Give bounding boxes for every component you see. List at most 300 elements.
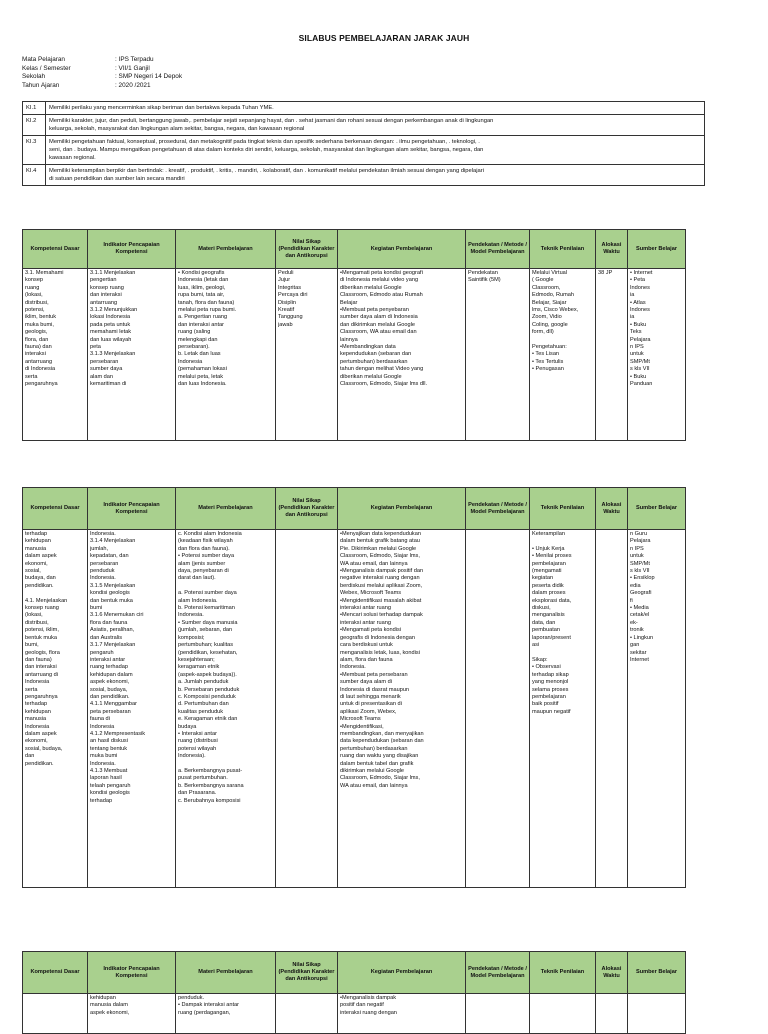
text-line: 3.1.4 Menjelaskan [90,538,136,545]
column-header-kd: Kompetensi Dasar [23,952,88,994]
text-line: Memiliki keterampilan berpikir dan bertindak: . kreatif, . produktif, . kritis, . mandiri, . kolaboratif, dan . komunikatif melalui pendekatan ilmiah sesuai dengan yang dipelajari [49,168,484,174]
text-line: SMP/Mt [630,358,650,365]
cell-kegiatan [338,994,466,1034]
column-header-kegiatan: Kegiatan Pembelajaran [338,488,466,530]
text-line: geologis, flora [25,649,60,656]
text-line: potensi, [25,307,45,314]
text-line: serta [25,373,38,380]
text-line: • Sumber daya manusia [178,619,238,626]
text-line: untuk di presentasikan di [340,701,402,708]
text-line: Classroom, Edmodo, Siajar lms, [340,553,420,560]
cell-alokasi [596,994,628,1034]
text-line: ruang (saling [178,329,211,336]
text-line: distribusi, [25,299,49,306]
text-line: n Guru [630,531,648,537]
text-line: menganalisis letak, luas, kondisi [340,649,420,656]
text-line: selama proses [532,686,569,693]
text-line: geologis, [25,329,48,336]
text-line: serta [25,686,38,693]
text-line: kehidupan [25,708,51,715]
cell-nilai-sikap [276,530,338,888]
text-line: 38 JP [598,270,613,276]
cell-materi [176,269,276,441]
text-line: edia [630,582,641,589]
text-line: peta [90,344,101,351]
text-line: • Media [630,605,649,612]
ki-row [23,136,705,165]
text-line: dalam proses [532,590,566,597]
text-line: dalam bentuk tabel dan grafik [340,760,414,767]
column-header-sumber: Sumber Belajar [628,952,686,994]
text-line: jumlah, [90,545,109,552]
text-line: terhadap [25,701,48,708]
text-line: Memiliki karakter, jujur, dan peduli, bertanggung jawab,. pembelajar sejati sepanjang hayat, dan . sehat jasmani dan rohani sesuai dengan perkembangan anak di lingkungan [49,118,494,124]
column-header-indikator: Indikator Pencapaian Kompetensi [88,230,176,269]
text-line: •Membandingkan data [340,344,396,351]
text-line: n IPS [630,545,644,552]
text-line: b. Letak dan luas [178,351,221,358]
text-line: •Mengamati peta kondisi [340,627,402,634]
text-line: form, dll) [532,329,554,336]
text-line: Indonesia [25,723,50,730]
text-line: sumber daya alam di Indonesia [340,314,418,321]
text-line: 3.1.6 Menemukan ciri [90,612,144,619]
text-line: Asiatis, peralihan, [90,627,135,634]
text-line: yang menonjol [532,679,569,686]
meta-row-school: Sekolah : SMP Negeri 14 Depok [22,73,183,81]
text-line: interaksi ruang dengan [340,1009,397,1016]
text-line: Microsoft Teams [340,716,381,723]
text-line: potensi wilayah [178,745,217,752]
text-line [178,583,273,590]
text-line: pembelajaran [532,560,566,567]
text-line: pertumbuhan) berdasarkan [340,358,408,365]
text-line: 3.1.1 Menjelaskan [90,270,136,276]
text-line: fauna di [90,716,110,723]
text-line: luas, iklim, geologi, [178,284,226,291]
text-line: 3.1.2 Menunjukkan [90,307,138,314]
table-header-row [23,952,686,994]
text-line: kehidupan [90,995,116,1001]
text-line: sekitar [630,649,647,656]
text-line: s kls VII [630,568,650,575]
text-line: 3.1.5 Menjelaskan [90,582,136,589]
text-line: Internet [630,656,649,663]
text-line: 4.1.3 Membuat [90,768,128,774]
text-line [178,761,273,768]
text-line: Edmodo, Rumah [532,292,574,299]
text-line: • Potensi sumber daya [178,553,235,560]
text-line: Integritas [278,284,302,291]
text-line: • Atlas [630,299,646,306]
text-line [532,538,593,545]
text-line: aspek ekonomi, [90,1009,130,1016]
text-line: Indones [630,307,650,314]
text-line: (keadaan fisik wilayah [178,538,233,545]
text-line: tahun dengan melihat Video yang [340,366,424,373]
text-line [25,590,85,597]
cell-sumber [628,994,686,1034]
text-line: pembuatan [532,627,560,634]
text-line: a. Berkembangnya pusat- [178,768,243,774]
cell-alokasi [596,269,628,441]
text-line: asi [532,642,540,649]
text-line: potensi, iklim, [25,627,59,634]
text-line: dan bentuk muka [90,597,133,604]
cell-teknik-penilaian [530,269,596,441]
text-line: kehidupan dalam [90,671,133,678]
text-line: Classroom, WA atau email dan [340,329,417,336]
text-line: sosial, budaya, [25,745,63,752]
text-line: 4.1. Menjelaskan [25,597,68,604]
cell-indikator [88,530,176,888]
text-line: muka bumi, [25,321,54,328]
text-line: ekonomi, [25,738,48,745]
text-line: data, dan [532,619,556,626]
text-line: Pengetahuan: [532,344,567,351]
text-line: alam Indonesia. [178,597,218,604]
text-line: Melalui Virtual [532,270,568,276]
text-line: interaksi antar ruang [340,619,391,626]
text-line: melalui peta, letak [178,373,224,380]
text-line: alam dan [90,373,114,380]
text-line: b. Berkembangnya sarana [178,782,244,789]
text-line: interaksi antar [90,656,126,663]
text-line: terhadap [25,531,48,537]
text-line: gan [630,642,640,649]
text-line: antarruang [90,299,118,306]
core-competency-table [22,101,705,186]
text-line: alam, flora dan fauna [340,656,393,663]
text-line: 4.1.2 Mempresentasik [90,730,146,737]
text-line: (mengamati [532,568,562,575]
ki-code: KI.1 [23,102,46,115]
text-line: • Menilai proses [532,553,572,560]
text-line: persebaran). [178,344,210,351]
table-row [23,269,686,441]
text-line: Indonesia. [90,760,116,767]
text-line: laporan hasil [90,775,122,782]
text-line: c. Berubahnya komposisi [178,797,241,804]
table-row [23,530,686,888]
text-line: iklim, bentuk [25,314,57,321]
text-line: Pendekatan [468,270,498,276]
cell-teknik-penilaian [530,530,596,888]
text-line: 3.1. Memahami [25,270,64,276]
text-line: Pie. Dikirimkan melalui Google [340,545,417,552]
text-line: dan Prasarana. [178,790,217,797]
text-line: dikirimkan melalui Google [340,768,405,774]
text-line: penduduk. [178,995,205,1001]
text-line: Indonesia. [340,664,366,671]
cell-kegiatan [338,530,466,888]
text-line: pengaruh [90,649,114,656]
text-line: pendidikan. [25,760,54,767]
text-line: dalam bentuk grafik batang atau [340,538,420,545]
cell-pendekatan [466,269,530,441]
text-line: kondisi geologis [90,790,130,797]
syllabus-table-1 [22,229,686,441]
cell-sumber [628,269,686,441]
text-line: darat dan laut). [178,575,216,582]
text-line [532,650,593,657]
text-line: • Unjuk Kerja [532,545,565,552]
text-line: Pelajara [630,538,651,545]
ki-code: KI.2 [23,115,46,136]
text-line: konsep ruang [25,605,59,612]
text-line: c. Kondisi alam Indonesia [178,531,242,537]
text-line: • Penugasan [532,366,564,373]
text-line: 4.1.1 Menggambar [90,701,137,708]
text-line: persebaran [90,560,119,567]
text-line: a. Jumlah penduduk [178,679,229,686]
text-line: jawab [278,321,293,328]
text-line: n IPS [630,344,644,351]
cell-sumber [628,530,686,888]
text-line: Indonesia. [178,612,204,619]
text-line: Memiliki perilaku yang mencerminkan sikap beriman dan bertakwa kepada Tuhan YME. [49,105,274,111]
cell-kd [23,530,88,888]
text-line: •Menganalisis dampak positif dan [340,568,424,575]
text-line: komposisi; [178,634,205,641]
text-line: maupun negatif [532,708,571,715]
text-line: di Indonesia [25,366,56,373]
text-line: 3.1.3 Menjelaskan [90,351,136,358]
text-line: (pemahaman lokasi [178,366,227,373]
text-line: dan interaksi [25,664,57,671]
column-header-sumber: Sumber Belajar [628,488,686,530]
text-line: Saintifik (5M) [468,277,501,284]
text-line: an hasil diskusi [90,738,128,745]
text-line: (lokasi, [25,612,43,619]
text-line: berdiskusi melalui aplikasi Zoom, [340,582,423,589]
text-line: •Membuat peta persebaran [340,671,408,678]
text-line: antarruang di [25,671,58,678]
ki-row [23,165,705,186]
table-header-row [23,230,686,269]
text-line: Jujur [278,277,291,284]
text-line: di satuan pendidikan dan sumber lain secara mandiri [49,176,185,182]
text-line: Disiplin [278,299,297,306]
text-line: negative interaksi ruang dengan [340,575,420,582]
text-line: •Menyajikan data kependudukan [340,531,421,537]
text-line: tronik [630,627,644,634]
text-line: keluarga, sekolah, masyarakat dan lingkungan alam sekitar, bangsa, negara, dan kawasan regional [49,126,305,132]
cell-alokasi [596,530,628,888]
meta-row-class: Kelas / Semester : VII/1 Ganjil [22,64,150,72]
text-line: pengertian [90,277,117,284]
text-line: • Tes Tertulis [532,358,564,365]
text-line: pertumbuhan) berdasarkan [340,745,408,752]
text-line: • Interaksi antar [178,730,217,737]
text-line: (aspek-aspek budaya)). [178,671,237,678]
text-line: di Indonesia melalui video yang [340,277,419,284]
ki-code: KI.4 [23,165,46,186]
text-line: Indonesia. [90,575,116,582]
text-line: ekonomi, [25,560,48,567]
column-header-materi: Materi Pembelajaran [176,488,276,530]
text-line: diberikan melalui Google [340,373,402,380]
text-line: kepadatan, dan [90,553,129,560]
cell-kegiatan [338,269,466,441]
column-header-pendekatan: Pendekatan / Metode / Model Pembelajaran [466,952,530,994]
text-line: aplikasi Zoom, Webex, [340,708,397,715]
column-header-indikator: Indikator Pencapaian Kompetensi [88,488,176,530]
text-line: bumi, [25,642,39,649]
text-line: • Tes Lisan [532,351,560,358]
text-line: •Mencari solusi terhadap dampak [340,612,423,619]
text-line: ruang terhadap [90,664,128,671]
text-line: ruang (perdagangan, [178,1009,231,1016]
text-line: Indones [630,284,650,291]
text-line: • Ensiklop [630,575,655,582]
column-header-alokasi: Alokasi Waktu [596,488,628,530]
text-line: ruang [25,284,40,291]
text-line: 3.1.7 Menjelaskan [90,642,136,649]
column-header-kegiatan: Kegiatan Pembelajaran [338,952,466,994]
text-line: konsep [25,277,44,284]
column-header-materi: Materi Pembelajaran [176,952,276,994]
text-line: Panduan [630,381,653,388]
text-line: geografis di Indonesia dengan [340,634,415,641]
text-line: terhadap sikap [532,671,569,678]
text-line: Classroom, Edmodo, Siajar lms dll. [340,381,428,388]
text-line: Classroom, Edmodo atau Rumah [340,292,423,299]
cell-indikator [88,994,176,1034]
text-line: dan dikirimkan melalui Google [340,321,415,328]
text-line: keragaman etnik [178,664,220,671]
text-line: Zoom, Vidio [532,314,562,321]
column-header-teknik-penilaian: Teknik Penilaian [530,488,596,530]
text-line: • Internet [630,270,653,276]
text-line: e. Keragaman etnik dan [178,716,238,723]
ki-text [46,165,705,186]
text-line: untuk [630,553,644,560]
column-header-kegiatan: Kegiatan Pembelajaran [338,230,466,269]
text-line: ruang dan waktu yang disajikan [340,753,419,760]
text-line: a. Pengertian ruang [178,314,228,321]
text-line: flora dan fauna [90,619,128,626]
text-line: kehidupan [25,538,51,545]
text-line: peserta didik [532,582,564,589]
text-line: memahami letak [90,329,132,336]
column-header-teknik-penilaian: Teknik Penilaian [530,230,596,269]
text-line: muka bumi [90,753,118,760]
text-line: dan fauna) [25,656,52,663]
text-line: sosial, [25,568,41,575]
text-line: dan [25,753,35,760]
text-line: antarruang [25,358,53,365]
text-line: pembelajaran [532,693,566,700]
text-line: fauna) dan [25,344,52,351]
text-line: Belajar, Siajar [532,299,567,306]
text-line: peta persebaran [90,708,131,715]
text-line: dalam aspek [25,553,57,560]
text-line: data kependudukan (sebaran dan [340,738,424,745]
text-line: menganalisis [532,612,565,619]
meta-row-subject: Mata Pelajaran : IPS Terpadu [22,56,154,63]
text-line: manusia [25,716,47,723]
column-header-sumber: Sumber Belajar [628,230,686,269]
text-line: dan flora dan fauna). [178,545,230,552]
text-line: ( Google [532,277,554,284]
text-line: manusia dalam [90,1002,128,1009]
cell-nilai-sikap [276,994,338,1034]
text-line: sosial, budaya, [90,686,128,693]
text-line: tentang bentuk [90,745,128,752]
text-line: • Kondisi geografis [178,270,225,276]
text-line: Percaya diri [278,292,308,299]
text-line: manusia [25,545,47,552]
text-line: Indonesia [178,358,203,365]
text-line: kualitas penduduk [178,708,224,715]
text-line: interaksi antar ruang [340,605,391,612]
text-line: •Membuat peta penyebaran [340,307,409,314]
syllabus-table-2 [22,487,686,888]
text-line: konsep ruang [90,284,124,291]
text-line: ia [630,314,635,321]
column-header-pendekatan: Pendekatan / Metode / Model Pembelajaran [466,488,530,530]
cell-materi [176,530,276,888]
column-header-nilai-sikap: Nilai Sikap (Pendidikan Karakter dan Antikorupsi [276,230,338,269]
text-line: dan interaksi [90,292,122,299]
text-line: lms, Cisco Webex, [532,307,579,314]
text-line: Belajar [340,299,358,306]
text-line: terhadap [90,797,113,804]
column-header-kd: Kompetensi Dasar [23,230,88,269]
cell-pendekatan [466,530,530,888]
text-line: Memiliki pengetahuan faktual, konseptual, prosedural, dan metakognitif pada tingkat teknis dan spesifik sederhana berkenaan dengan: . ilmu pengetahuan, . teknologi, . [49,139,480,145]
meta-row-year: Tahun Ajaran : 2020 /2021 [22,81,151,89]
text-line: (lokasi, [25,292,43,299]
text-line: cara berdiskusi untuk [340,642,393,649]
column-header-kd: Kompetensi Dasar [23,488,88,530]
text-line: seni, dan . budaya. Mampu mengaitkan pengetahuan di atas dalam konteks diri sendiri, keluarga, sekolah, masyarakat dan lingkungan alam sekitar, bangsa, negara, dan [49,147,484,153]
text-line: Webex, Microsoft Teams [340,590,402,597]
text-line: bentuk muka [25,634,58,641]
text-line: alam (jenis sumber [178,560,226,567]
text-line: di laut sehingga menarik [340,693,401,700]
text-line: persebaran [90,358,119,365]
cell-nilai-sikap [276,269,338,441]
column-header-materi: Materi Pembelajaran [176,230,276,269]
text-line: Classroom, [532,284,561,291]
text-line: daya, penyebaran di [178,568,229,575]
text-line: Indonesia [90,723,115,730]
table-header-row [23,488,686,530]
text-line: untuk [630,351,644,358]
text-line: kesejahteraan; [178,656,215,663]
text-line: d. Pertumbuhan dan [178,701,229,708]
text-line: dan interaksi antar [178,321,225,328]
text-line: Indonesia [25,679,50,686]
text-line: a. Potensi sumber daya [178,590,237,597]
text-line: lainnya [340,336,358,343]
text-line: dan luas wilayah [90,336,132,343]
text-line: •Mengidentifikasi masalah akibat [340,597,422,604]
text-line: Geografi [630,590,652,597]
column-header-pendekatan: Pendekatan / Metode / Model Pembelajaran [466,230,530,269]
text-line: s kls VII [630,366,650,373]
text-line: fi [630,597,633,604]
text-line: membandingkan, dan menyajikan [340,730,424,737]
text-line: c. Komposisi penduduk [178,693,236,700]
text-line: sumber daya [90,366,123,373]
column-header-indikator: Indikator Pencapaian Kompetensi [88,952,176,994]
text-line: kondisi geologis [90,590,130,597]
text-line: (pendidikan, kesehatan, [178,649,238,656]
text-line: ruang (distribusi [178,738,218,745]
